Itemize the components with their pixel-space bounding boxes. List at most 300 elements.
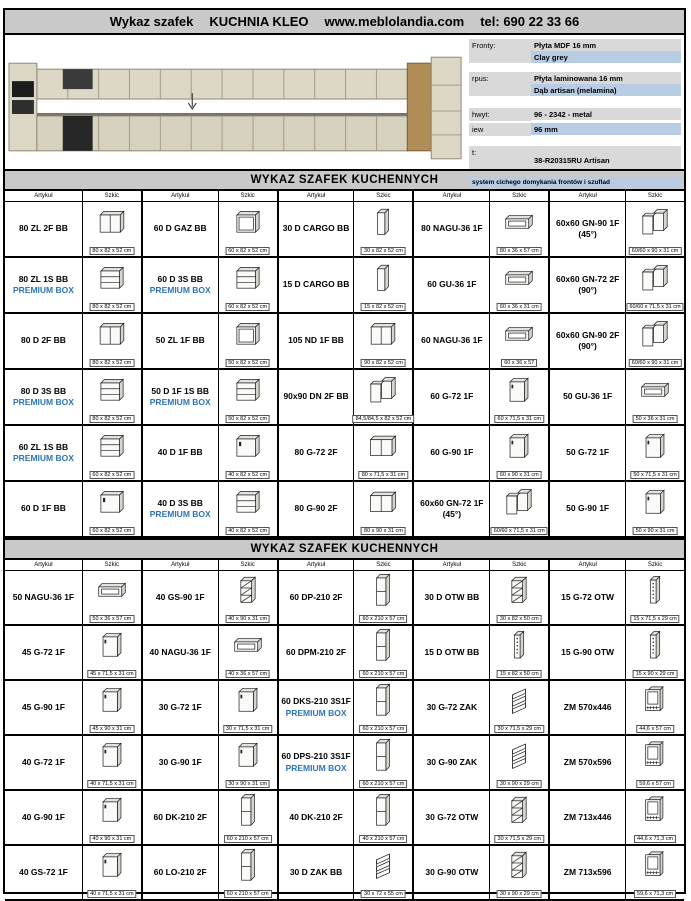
article-cell <box>548 681 625 734</box>
article-name: 50 ZL 1F BB <box>155 335 205 346</box>
cabinet-table-2 <box>5 538 684 901</box>
header-website-link[interactable]: www.meblolandia.com <box>324 14 465 29</box>
sketch-cell <box>625 571 684 624</box>
corner-sketch-icon <box>499 486 539 524</box>
dimensions-label: 15 x 90 x 29 cm <box>633 670 678 678</box>
dimensions-label: 50 x 36 x 31 cm <box>633 415 678 423</box>
base-2door-sketch-icon <box>92 206 132 244</box>
sketch-cell <box>489 370 548 424</box>
spec-label: t: <box>469 146 531 169</box>
dish-frame-sketch-icon <box>635 684 675 722</box>
narrow-base-sketch-icon <box>363 206 403 244</box>
wall-sketch-icon <box>92 684 132 722</box>
article-cell <box>277 314 354 368</box>
dimensions-label: 40 x 82 x 52 cm <box>225 527 270 535</box>
column-header-szkic: Szkic <box>82 191 141 201</box>
article-name: 40 G-72 1F <box>21 756 65 767</box>
sketch-cell <box>218 846 277 899</box>
horizontal-wall-sketch-icon <box>499 262 539 300</box>
article-name: 15 G-72 OTW <box>561 591 615 602</box>
article-cell <box>141 426 218 480</box>
dimensions-label: 60 x 210 x 57 cm <box>359 780 407 788</box>
tall-sketch-icon <box>363 794 403 832</box>
article-name: 60 DK-210 2F <box>153 811 207 822</box>
article-cell <box>412 791 489 844</box>
sketch-cell <box>218 482 277 536</box>
article-cell <box>412 370 489 424</box>
column-header-szkic: Szkic <box>82 560 141 570</box>
dimensions-label: 40 x 71,5 x 31 cm <box>87 780 136 788</box>
article-cell <box>548 571 625 624</box>
article-cell <box>548 791 625 844</box>
dimensions-label: 80 x 82 x 52 cm <box>89 247 134 255</box>
article-name: ZM 570x596 <box>563 756 612 767</box>
sketch-cell <box>82 846 141 899</box>
article-cell <box>141 626 218 679</box>
sketch-cell <box>82 571 141 624</box>
article-cell <box>548 202 625 256</box>
dimensions-label: 15 x 82 x 50 cm <box>497 670 542 678</box>
sketch-cell <box>353 482 412 536</box>
spec-row <box>469 108 681 121</box>
table-row <box>5 791 684 846</box>
sketch-cell <box>218 370 277 424</box>
spec-value: 96 mm <box>531 123 681 135</box>
spec-row <box>469 146 681 169</box>
wall-wide-sketch-icon <box>363 486 403 524</box>
dimensions-label: 84,5/84,5 x 82 x 52 cm <box>353 415 415 423</box>
column-header-szkic: Szkic <box>489 191 548 201</box>
article-cell <box>141 571 218 624</box>
article-name: 45 G-90 1F <box>21 701 65 712</box>
article-cell <box>141 791 218 844</box>
sketch-cell <box>489 846 548 899</box>
base-open-sketch-icon <box>228 318 268 356</box>
base-drawers-sketch-icon <box>92 374 132 412</box>
column-header-artykul: Artykuł <box>34 193 53 199</box>
dimensions-label: 40 x 210 x 57 cm <box>359 835 407 843</box>
article-name: 80 G-90 2F <box>294 503 338 514</box>
dimensions-label: 90 x 82 x 52 cm <box>361 359 406 367</box>
sketch-cell <box>489 314 548 368</box>
sketch-cell <box>489 626 548 679</box>
dimensions-label: 80 x 82 x 52 cm <box>89 303 134 311</box>
article-cell <box>277 626 354 679</box>
article-name: 60x60 GN-72 1F (45°) <box>420 497 484 519</box>
article-cell <box>277 202 354 256</box>
article-name: 40 G-90 1F <box>21 811 65 822</box>
tall-sketch-icon <box>363 574 403 612</box>
table-row <box>5 482 684 538</box>
article-name: 50 D 1F 1S BB <box>151 385 210 396</box>
dimensions-label: 40 x 71,5 x 31 cm <box>87 890 136 898</box>
dimensions-label: 60 x 36 x 57 <box>501 359 537 367</box>
article-cell <box>5 202 82 256</box>
sketch-cell <box>218 314 277 368</box>
sketch-cell <box>625 846 684 899</box>
article-name: 15 G-90 OTW <box>561 646 615 657</box>
dimensions-label: 60 x 90 x 31 cm <box>497 471 542 479</box>
spec-values <box>531 123 681 136</box>
sketch-cell <box>489 202 548 256</box>
dimensions-label: 50 x 82 x 52 cm <box>225 359 270 367</box>
column-header-artykul: Artykuł <box>141 560 218 570</box>
dimensions-label: 60 x 82 x 52 cm <box>225 247 270 255</box>
table-row <box>5 736 684 791</box>
wall-sketch-icon <box>228 739 268 777</box>
dimensions-label: 60 x 82 x 52 cm <box>225 303 270 311</box>
article-cell <box>412 846 489 899</box>
article-name: 50 G-72 1F <box>566 447 610 458</box>
dimensions-label: 40 x 82 x 52 cm <box>225 471 270 479</box>
sketch-cell <box>353 846 412 899</box>
dimensions-label: 60 x 210 x 57 cm <box>224 890 272 898</box>
article-name: 60 DKS-210 3S1F <box>281 696 351 707</box>
article-cell <box>5 258 82 312</box>
dimensions-label: 30 x 90 x 29 cm <box>497 780 542 788</box>
wall-sketch-icon <box>499 374 539 412</box>
dish-frame-sketch-icon <box>635 849 675 887</box>
sketch-cell <box>82 626 141 679</box>
sketch-cell <box>625 736 684 789</box>
article-name: ZM 713x596 <box>563 866 612 877</box>
wall-sketch-icon <box>92 849 132 887</box>
article-cell <box>5 846 82 899</box>
dimensions-label: 60 x 82 x 52 cm <box>89 471 134 479</box>
spec-values <box>531 108 681 121</box>
open-shelf-sketch-icon <box>499 849 539 887</box>
tall-sketch-icon <box>363 629 403 667</box>
article-name: 30 D ZAK BB <box>289 866 343 877</box>
dimensions-label: 59,6 x 71,3 cm <box>634 890 676 898</box>
dimensions-label: 80 x 36 x 57 cm <box>497 247 542 255</box>
article-name: 60x60 GN-90 2F (90°) <box>555 329 620 351</box>
sketch-cell <box>625 426 684 480</box>
tall-sketch-icon <box>363 739 403 777</box>
article-name: 60 D 3S BB <box>157 273 203 284</box>
base-drawers-sketch-icon <box>92 430 132 468</box>
dimensions-label: 60 x 210 x 57 cm <box>359 615 407 623</box>
column-header-szkic: Szkic <box>218 191 277 201</box>
spec-values <box>531 72 681 96</box>
sketch-cell <box>82 426 141 480</box>
dish-frame-sketch-icon <box>635 794 675 832</box>
header-phone: tel: 690 22 33 66 <box>480 14 580 29</box>
table-row <box>5 571 684 626</box>
article-name: 60 G-90 1F <box>430 447 474 458</box>
dimensions-label: 80 x 90 x 31 cm <box>361 527 406 535</box>
article-cell <box>412 202 489 256</box>
article-name: 60 DPS-210 3S1F <box>281 751 351 762</box>
article-cell <box>141 736 218 789</box>
article-cell <box>5 626 82 679</box>
wall-sketch-icon <box>92 794 132 832</box>
base-2door-sketch-icon <box>92 318 132 356</box>
dimensions-label: 15 x 71,5 x 29 cm <box>630 615 679 623</box>
article-cell <box>5 736 82 789</box>
wall-sketch-icon <box>499 430 539 468</box>
article-cell <box>548 258 625 312</box>
column-header-artykul: Artykuł <box>34 562 53 568</box>
dimensions-label: 44,6 x 57 cm <box>636 725 674 733</box>
dimensions-label: 60 x 210 x 57 cm <box>359 670 407 678</box>
article-name: 80 G-72 2F <box>294 447 338 458</box>
dimensions-label: 30 x 82 x 50 cm <box>497 615 542 623</box>
column-header-szkic: Szkic <box>218 560 277 570</box>
article-name: 90x90 DN 2F BB <box>283 391 349 402</box>
article-name: 80 ZL 1S BB <box>18 273 69 284</box>
open-shelf-narrow-sketch-icon <box>635 629 675 667</box>
article-name: 40 GS-72 1F <box>19 866 68 877</box>
dimensions-label: 44,6 x 71,3 cm <box>634 835 676 843</box>
spec-value: Płyta laminowana 16 mm <box>531 72 681 84</box>
sketch-cell <box>489 681 548 734</box>
article-name: 30 G-90 OTW <box>425 866 479 877</box>
article-cell <box>141 482 218 536</box>
sketch-cell <box>489 736 548 789</box>
dimensions-label: 30 x 72 x 55 cm <box>361 890 406 898</box>
article-cell <box>277 571 354 624</box>
sketch-cell <box>625 370 684 424</box>
sketch-cell <box>218 426 277 480</box>
zigzag-shelf-sketch-icon <box>363 849 403 887</box>
article-cell <box>5 314 82 368</box>
spec-row <box>469 123 681 136</box>
article-name: 30 D OTW BB <box>424 591 480 602</box>
sketch-cell <box>82 681 141 734</box>
premium-box-label: PREMIUM BOX <box>285 762 347 773</box>
column-header-szkic: Szkic <box>353 191 412 201</box>
table-column-headers <box>5 191 684 202</box>
article-name: 40 D 1F BB <box>157 447 203 458</box>
sketch-cell <box>625 202 684 256</box>
horizontal-wall-sketch-icon <box>92 574 132 612</box>
article-name: 50 G-90 1F <box>566 503 610 514</box>
article-cell <box>548 370 625 424</box>
article-cell <box>548 736 625 789</box>
article-cell <box>141 681 218 734</box>
base-open-sketch-icon <box>228 206 268 244</box>
premium-box-label: PREMIUM BOX <box>285 707 347 718</box>
kitchen-elevation-drawing <box>7 55 485 163</box>
base-1door-sketch-icon <box>228 430 268 468</box>
tall-sketch-icon <box>228 849 268 887</box>
article-name: 60 ZL 1S BB <box>18 441 69 452</box>
table-row <box>5 202 684 258</box>
dimensions-label: 80 x 71,5 x 31 cm <box>359 471 408 479</box>
sketch-cell <box>218 202 277 256</box>
base-1door-sketch-icon <box>92 486 132 524</box>
catalog-page <box>3 8 686 897</box>
sketch-cell <box>218 736 277 789</box>
article-cell <box>412 426 489 480</box>
dimensions-label: 50 x 82 x 52 cm <box>225 415 270 423</box>
article-name: 15 D OTW BB <box>424 646 480 657</box>
article-name: 45 G-72 1F <box>21 646 65 657</box>
column-header-artykul: Artykuł <box>277 191 354 201</box>
dimensions-label: 60 x 210 x 57 cm <box>359 725 407 733</box>
premium-box-label: PREMIUM BOX <box>149 397 211 407</box>
table-body <box>5 202 684 538</box>
corner-sketch-icon <box>635 318 675 356</box>
article-cell <box>5 681 82 734</box>
premium-box-label: PREMIUM BOX <box>12 285 74 295</box>
sketch-cell <box>625 626 684 679</box>
sketch-cell <box>489 426 548 480</box>
article-name: 50 GU-36 1F <box>563 391 613 402</box>
article-name: 60 D GAZ BB <box>153 223 207 234</box>
dimensions-label: 45 x 90 x 31 cm <box>89 725 134 733</box>
dimensions-label: 40 x 90 x 31 cm <box>89 835 134 843</box>
corner-sketch-icon <box>363 374 403 412</box>
wall-sketch-icon <box>635 430 675 468</box>
wall-sketch-icon <box>228 684 268 722</box>
open-shelf-sketch-icon <box>228 574 268 612</box>
open-shelf-narrow-sketch-icon <box>499 629 539 667</box>
dimensions-label: 60 x 82 x 52 cm <box>89 527 134 535</box>
dimensions-label: 59,6 x 57 cm <box>636 780 674 788</box>
sketch-cell <box>489 258 548 312</box>
table-row <box>5 370 684 426</box>
dimensions-label: 30 x 71,5 x 29 cm <box>495 725 544 733</box>
sketch-cell <box>218 571 277 624</box>
article-cell <box>277 426 354 480</box>
sketch-cell <box>353 626 412 679</box>
article-cell <box>548 846 625 899</box>
sketch-cell <box>353 258 412 312</box>
table-column-headers <box>5 560 684 571</box>
column-header-szkic: Szkic <box>625 560 684 570</box>
article-name: 60x60 GN-72 2F (90°) <box>555 273 620 295</box>
sketch-cell <box>353 370 412 424</box>
dimensions-label: 30 x 90 x 29 cm <box>497 890 542 898</box>
article-name: 30 G-72 ZAK <box>426 701 478 712</box>
zigzag-shelf-sketch-icon <box>499 684 539 722</box>
tall-sketch-icon <box>228 794 268 832</box>
sketch-cell <box>82 370 141 424</box>
spec-row <box>469 39 681 63</box>
article-name: 30 G-90 1F <box>158 756 202 767</box>
spec-value: Dąb artisan (melamina) <box>531 84 681 96</box>
wall-sketch-icon <box>92 739 132 777</box>
dimensions-label: 60/60 x 71,5 x 31 cm <box>491 527 548 535</box>
article-cell <box>277 370 354 424</box>
article-cell <box>5 571 82 624</box>
article-cell <box>5 426 82 480</box>
table-row <box>5 258 684 314</box>
spec-label: rpus: <box>469 72 531 96</box>
article-cell <box>277 482 354 536</box>
article-name: 80 ZL 2F BB <box>18 223 68 234</box>
article-name: 80 D 3S BB <box>20 385 67 396</box>
zigzag-shelf-sketch-icon <box>499 739 539 777</box>
premium-box-label: PREMIUM BOX <box>149 285 211 295</box>
dimensions-label: 60/60 x 90 x 31 cm <box>629 247 681 255</box>
article-name: 50 NAGU-36 1F <box>12 591 75 602</box>
article-cell <box>277 736 354 789</box>
spec-label: Fronty: <box>469 39 531 63</box>
sketch-cell <box>353 791 412 844</box>
sketch-cell <box>625 791 684 844</box>
article-cell <box>412 626 489 679</box>
narrow-base-sketch-icon <box>363 262 403 300</box>
sketch-cell <box>353 202 412 256</box>
sketch-cell <box>489 791 548 844</box>
article-name: 40 D 3S BB <box>157 497 203 508</box>
dimensions-label: 30 x 71,5 x 29 cm <box>495 835 544 843</box>
article-cell <box>412 736 489 789</box>
article-name: 30 G-90 ZAK <box>426 756 478 767</box>
dimensions-label: 50 x 71,5 x 31 cm <box>630 471 679 479</box>
corner-sketch-icon <box>635 262 675 300</box>
article-cell <box>5 791 82 844</box>
table-body <box>5 571 684 901</box>
article-cell <box>548 626 625 679</box>
materials-spec-panel <box>469 39 681 188</box>
horizontal-wall-sketch-icon <box>499 318 539 356</box>
spec-label: iew <box>469 123 531 136</box>
base-drawers-sketch-icon <box>228 486 268 524</box>
spec-values <box>531 39 681 63</box>
base-drawers-sketch-icon <box>228 262 268 300</box>
open-shelf-sketch-icon <box>499 574 539 612</box>
dimensions-label: 80 x 82 x 52 cm <box>89 359 134 367</box>
sketch-cell <box>353 681 412 734</box>
article-cell <box>548 314 625 368</box>
wall-sketch-icon <box>92 629 132 667</box>
article-cell <box>412 314 489 368</box>
article-cell <box>5 370 82 424</box>
table-row <box>5 846 684 901</box>
column-header-szkic: Szkic <box>353 560 412 570</box>
spec-values <box>531 146 681 169</box>
corner-sketch-icon <box>635 206 675 244</box>
article-name: 80 NAGU-36 1F <box>421 223 483 234</box>
sketch-cell <box>218 681 277 734</box>
horizontal-wall-sketch-icon <box>228 629 268 667</box>
sketch-cell <box>625 681 684 734</box>
article-cell <box>141 314 218 368</box>
article-cell <box>277 846 354 899</box>
base-drawers-sketch-icon <box>228 374 268 412</box>
article-name: ZM 570x446 <box>563 701 612 712</box>
article-cell <box>277 681 354 734</box>
dimensions-label: 30 x 90 x 31 cm <box>225 780 270 788</box>
sketch-cell <box>82 314 141 368</box>
dimensions-label: 60 x 71,5 x 31 cm <box>495 415 544 423</box>
article-cell <box>141 370 218 424</box>
wall-wide-sketch-icon <box>363 430 403 468</box>
header-kitchen-name: KUCHNIA KLEO <box>209 14 309 29</box>
article-name: 60 DP-210 2F <box>289 591 343 602</box>
article-name: 60 NAGU-36 1F <box>421 335 483 346</box>
sketch-cell <box>82 736 141 789</box>
table-row <box>5 426 684 482</box>
column-header-artykul: Artykuł <box>548 191 625 201</box>
sketch-cell <box>218 791 277 844</box>
article-name: 30 D CARGO BB <box>282 223 350 234</box>
open-shelf-sketch-icon <box>499 794 539 832</box>
wall-sketch-icon <box>635 486 675 524</box>
spec-row <box>469 72 681 96</box>
article-cell <box>141 202 218 256</box>
dimensions-label: 40 x 90 x 31 cm <box>225 615 270 623</box>
sketch-cell <box>218 258 277 312</box>
article-cell <box>277 258 354 312</box>
dish-frame-sketch-icon <box>635 739 675 777</box>
spec-value: 96 - 2342 - metal <box>531 108 681 120</box>
sketch-cell <box>82 791 141 844</box>
